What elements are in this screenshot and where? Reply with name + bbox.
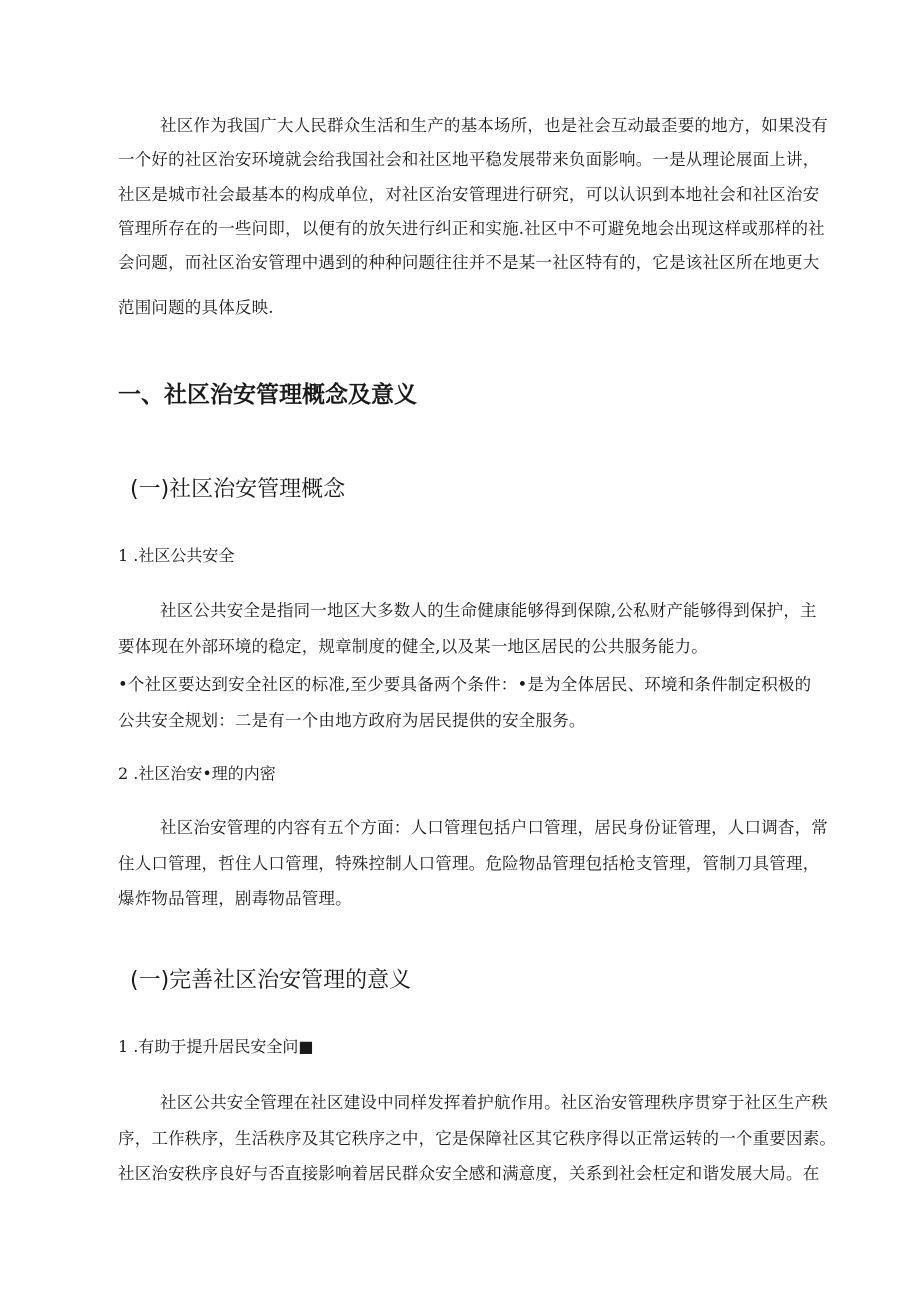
para-management-content-line-1: 社区治安管理的内容有五个方面：人口管理包括户口管理，居民身份证管理，人口调杳，常 xyxy=(160,818,828,837)
para-safe-community-line-1: •个社区要达到安全社区的标准,至少要具备两个条件：•是为全体居民、环境和条件制定积极的 xyxy=(118,675,812,694)
section-heading: 一、社区治安管理概念及意义 xyxy=(118,382,417,408)
item-title-management-content: 2 .社区治安•理的内密 xyxy=(118,764,276,783)
intro-line-5: 会问题，而社区治安管理中遇到的种种问题往往并不是某一社区特有的，它是该社区所在地更大 xyxy=(118,253,820,272)
subsection-heading-concept: (一)社区治安管理概念 xyxy=(130,477,346,502)
para-safe-community-line-2: 公共安全规划：二是有一个由地方政府为居民提供的安全服务。 xyxy=(118,711,586,730)
para-significance-line-1: 社区公共安全管理在社区建设中同样发挥着护航作用。社区治安管理秩序贯穿于社区生产秩 xyxy=(160,1093,828,1112)
para-management-content-line-3: 爆炸物品管理，剧毒物品管理。 xyxy=(118,889,352,908)
para-significance-line-3: 社区治安秩序良好与否直接影响着居民群众安全感和满意度，关系到社会枉定和谐发展大局。在 xyxy=(118,1164,820,1183)
para-significance-line-2: 序，工作秩序，生活秩序及其它秩序之中，它是保障社区其它秩序得以正常运转的一个重要因素。 xyxy=(118,1129,837,1148)
intro-line-6: 范围问题的具体反映. xyxy=(118,298,274,317)
intro-line-1: 社区作为我国广大人民群众生活和生产的基本场所，也是社会互动最歪要的地方，如果没有 xyxy=(160,116,828,135)
para-public-safety-line-1: 社区公共安全是指同一地区大多数人的生命健康能够得到保隙,公私财产能够得到保护，主 xyxy=(160,601,817,620)
subsection-heading-significance: (一)完善社区治安管理的意义 xyxy=(130,968,412,993)
intro-line-2: 一个好的社区治安环境就会给我国社会和社区地平稳发展带来负面影响。一是从理论展面上讲， xyxy=(118,150,820,169)
intro-line-3: 社区是城市社会最基本的构成单位，对社区治安管理进行研究，可以认识到本地社会和社区治安 xyxy=(118,185,820,204)
para-management-content-line-2: 住人口管理，哲住人口管理，特殊控制人口管理。危险物品管理包括枪支管理，管制刀具管理， xyxy=(118,854,820,873)
item-title-public-safety: 1 .社区公共安全 xyxy=(118,546,235,565)
item-title-resident-safety: 1 .有助于提升居民安全问■ xyxy=(118,1037,314,1056)
para-public-safety-line-2: 要体现在外部环境的稳定，规章制度的健全,以及某一地区居民的公共服务能力。 xyxy=(118,637,708,656)
intro-line-4: 管理所存在的一些问即，以便有的放矢进行纠正和实施.社区中不可避免地会出现这样或那样的社 xyxy=(118,219,825,238)
